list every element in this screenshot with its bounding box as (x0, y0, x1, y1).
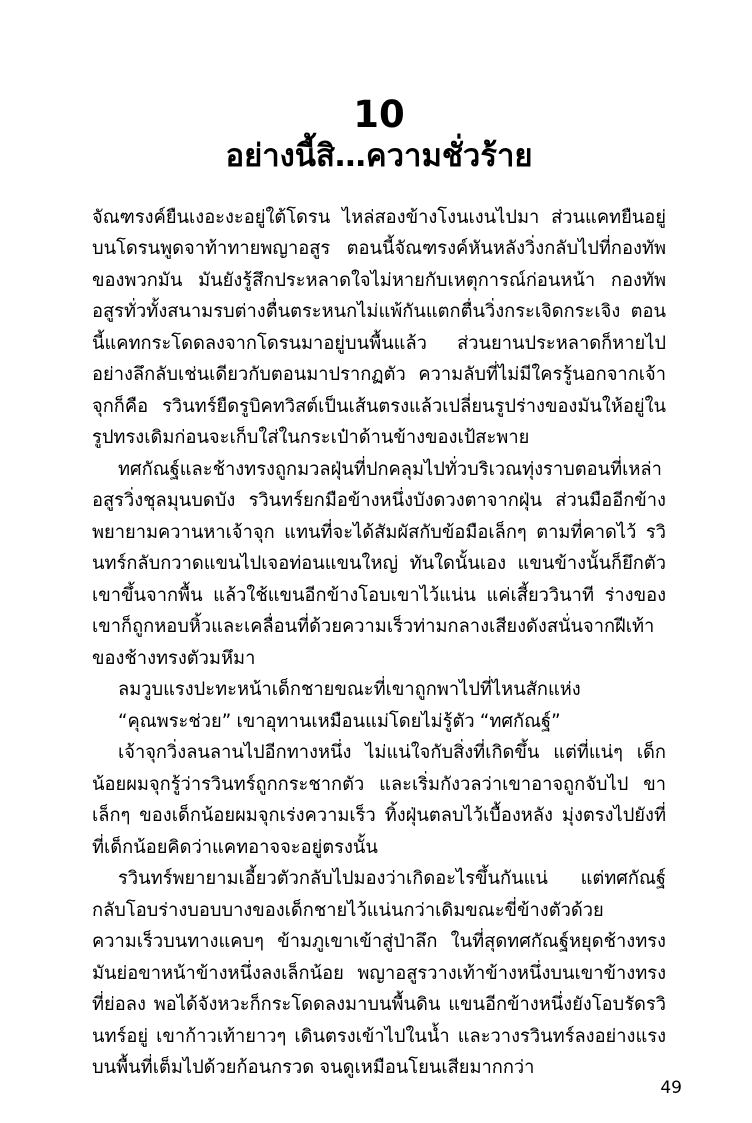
paragraph: เจ้าจุกวิ่งลนลานไปอีกทางหนึ่ง ไม่แน่ใจกับสิ่งที่เกิดขึ้น แต่ที่แน่ๆ เด็กน้อยผมจุกรู้ว่ารวินทร์ถูกกระชากตัว และเริ่มกังวลว่าเขาอาจถูกจับไป ขาเล็กๆ ของเด็กน้อยผมจุกเร่งความเร็ว ทิ้งฝุ่นตลบไว้เบื้องหลัง มุ่งตรงไปยังที่ที่เด็กน้อยคิดว่าแคทอาจจะอยู่ตรงนั้น (92, 742, 666, 858)
paragraph: รวินทร์พยายามเอี้ยวตัวกลับไปมองว่าเกิดอะไรขึ้นกันแน่ แต่ทศกัณฐ์กลับโอบร่างบอบบางของเด็กชายไว้แน่นกว่าเดิมขณะขี่ข้างตัวด้วยความเร็วบนทางแคบๆ ข้ามภูเขาเข้าสู่ป่าลึก ในที่สุดทศกัณฐ์หยุดช้างทรง มันย่อขาหน้าข้างหนึ่งลงเล็กน้อย พญาอสูรวางเท้าข้างหนึ่งบนเขาข้างทรงที่ย่อลง พอได้จังหวะก็กระโดดลงมาบนพื้นดิน แขนอีกข้างหนึ่งยังโอบรัดรวินทร์อยู่ เขาก้าวเท้ายาวๆ เดินตรงเข้าไปในน้ำ และวางรวินทร์ลงอย่างแรงบนพื้นที่เต็มไปด้วยก้อนกรวด จนดูเหมือนโยนเสียมากกว่า (92, 868, 666, 1079)
body-text (92, 202, 666, 1084)
paragraph: จัณฑรงค์ยืนเงอะงะอยู่ใต้โดรน ไหล่สองข้างโงนเงนไปมา ส่วนแคทยืนอยู่บนโดรนพูดจาท้าทายพญาอสูร ตอนนี้จัณฑรงค์หันหลังวิ่งกลับไปที่กองทัพของพวกมัน มันยังรู้สึกประหลาดใจไม่หายกับเหตุการณ์ก่อนหน้า กองทัพอสูรทั่วทั้งสนามรบต่างตื่นตระหนกไม่แพ้กันแตกตื่นวิ่งกระเจิดกระเจิง ตอนนี้แคทกระโดดลงจากโดรนมาอยู่บนพื้นแล้ว ส่วนยานประหลาดก็หายไปอย่างลึกลับเช่นเดียวกับตอนมาปรากฏตัว ความลับที่ไม่มีใครรู้นอกจากเจ้าจุกก็คือ รวินทร์ยืดรูบิคทวิสต์เป็นเส้นตรงแล้วเปลี่ยนรูปร่างของมันให้อยู่ในรูปทรงเดิมก่อนจะเก็บใส่ในกระเป๋าด้านข้างของเป้สะพาย (92, 206, 666, 449)
chapter-title: อย่างนี้สิ…ความชั่วร้าย (225, 137, 533, 174)
paragraph: “คุณพระช่วย” เขาอุทานเหมือนแม่โดยไม่รู้ตัว “ทศกัณฐ์” (118, 710, 561, 732)
paragraph: ลมวูบแรงปะทะหน้าเด็กชายขณะที่เขาถูกพาไปที่ไหนสักแห่ง (118, 679, 581, 701)
page-number: 49 (660, 1078, 682, 1098)
paragraph: ทศกัณฐ์และช้างทรงถูกมวลฝุ่นที่ปกคลุมไปทั่วบริเวณทุ่งราบตอนที่เหล่าอสูรวิ่งชุลมุนบดบัง รวินทร์ยกมือข้างหนึ่งบังดวงตาจากฝุ่น ส่วนมืออีกข้างพยายามควานหาเจ้าจุก แทนที่จะได้สัมผัสกับข้อมือเล็กๆ ตามที่คาดไว้ รวินทร์กลับกวาดแขนไปเจอท่อนแขนใหญ่ ทันใดนั้นเอง แขนข้างนั้นก็ยึกตัวเขาขึ้นจากพื้น แล้วใช้แขนอีกข้างโอบเขาไว้แน่น แค่เสี้ยววินาที ร่างของเขาก็ถูกหอบหิ้วและเคลื่อนที่ด้วยความเร็วท่ามกลางเสียงดังสนั่นจากฝีเท้าของช้างทรงตัวมหึมา (92, 458, 666, 669)
chapter-number: 10 (353, 93, 405, 136)
page-content (92, 93, 666, 1084)
